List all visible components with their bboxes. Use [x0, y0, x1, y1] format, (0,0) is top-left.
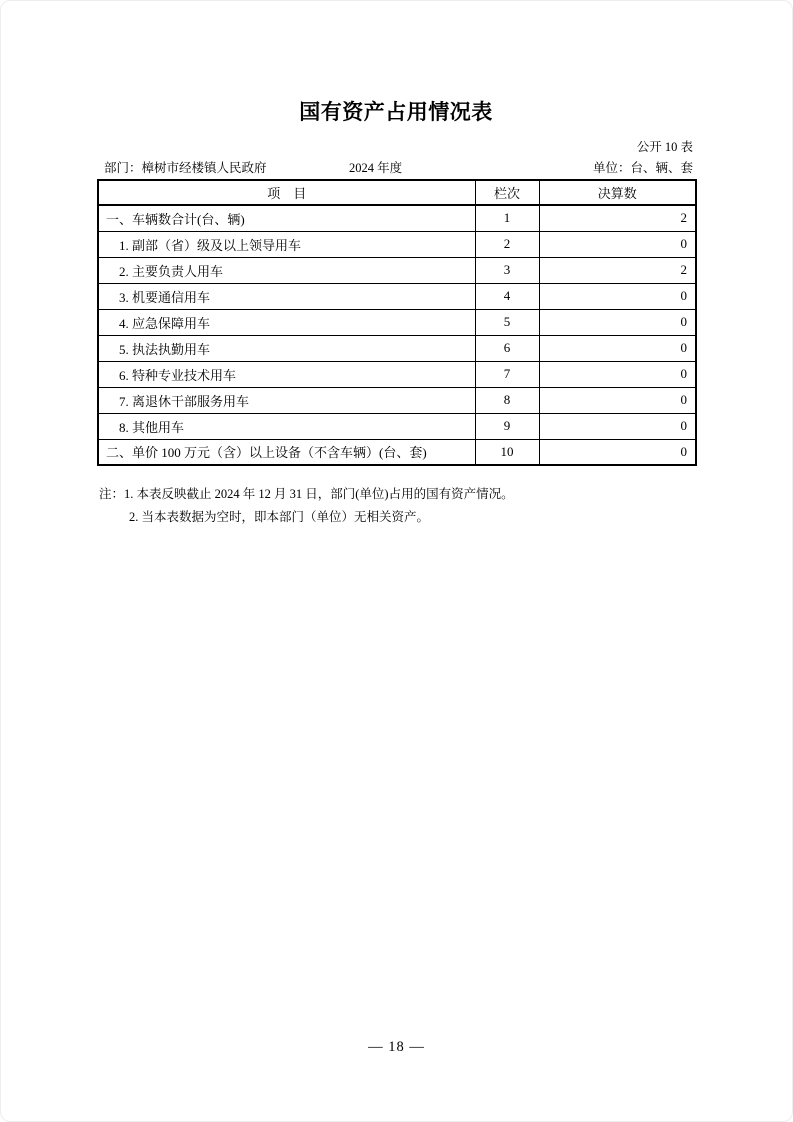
col-header-column-no: 栏次 [475, 180, 539, 205]
column-no-cell: 2 [475, 231, 539, 257]
item-cell: 1. 副部（省）级及以上领导用车 [98, 231, 475, 257]
table-row [98, 361, 696, 387]
column-no-cell: 8 [475, 387, 539, 413]
value-cell: 0 [539, 231, 696, 257]
value-cell: 0 [539, 387, 696, 413]
item-cell: 5. 执法执勤用车 [98, 335, 475, 361]
value-cell: 2 [539, 257, 696, 283]
table-row [98, 309, 696, 335]
item-cell: 7. 离退休干部服务用车 [98, 387, 475, 413]
page-title: 国有资产占用情况表 [299, 100, 493, 124]
col-header-item: 项 目 [98, 180, 475, 205]
table-row [98, 335, 696, 361]
fiscal-year-label: 2024 年度 [349, 161, 403, 175]
item-cell: 3. 机要通信用车 [98, 283, 475, 309]
department-label: 部门：樟树市经楼镇人民政府 [104, 161, 267, 175]
column-no-cell: 9 [475, 413, 539, 439]
table-row [98, 413, 696, 439]
value-cell: 2 [539, 205, 696, 231]
column-no-cell: 1 [475, 205, 539, 231]
item-cell: 一、车辆数合计(台、辆) [98, 205, 475, 231]
item-cell: 4. 应急保障用车 [98, 309, 475, 335]
value-cell: 0 [539, 283, 696, 309]
table-row [98, 205, 696, 231]
assets-table-body [98, 205, 696, 465]
table-row [98, 283, 696, 309]
item-cell: 2. 主要负责人用车 [98, 257, 475, 283]
table-row [98, 231, 696, 257]
note-line-1: 注：1. 本表反映截止 2024 年 12 月 31 日，部门(单位)占用的国有资产情况。 [99, 487, 514, 501]
item-cell: 6. 特种专业技术用车 [98, 361, 475, 387]
table-row [98, 257, 696, 283]
table-row [98, 439, 696, 465]
table-header-row [98, 180, 696, 205]
value-cell: 0 [539, 439, 696, 465]
page-number: — 18 — [368, 1039, 425, 1055]
value-cell: 0 [539, 413, 696, 439]
item-cell: 8. 其他用车 [98, 413, 475, 439]
note-line-2: 2. 当本表数据为空时，即本部门（单位）无相关资产。 [129, 510, 430, 524]
column-no-cell: 10 [475, 439, 539, 465]
value-cell: 0 [539, 309, 696, 335]
column-no-cell: 5 [475, 309, 539, 335]
table-row [98, 387, 696, 413]
page-content [97, 97, 695, 529]
column-no-cell: 4 [475, 283, 539, 309]
col-header-final-figure: 决算数 [539, 180, 696, 205]
column-no-cell: 3 [475, 257, 539, 283]
table-type-label: 公开 10 表 [636, 140, 693, 154]
notes [97, 483, 695, 529]
value-cell: 0 [539, 361, 696, 387]
table-meta-row [97, 155, 695, 179]
assets-table [97, 179, 697, 466]
item-cell: 二、单价 100 万元（含）以上设备（不含车辆）(台、套) [98, 439, 475, 465]
column-no-cell: 6 [475, 335, 539, 361]
value-cell: 0 [539, 335, 696, 361]
unit-label: 单位：台、辆、套 [592, 161, 693, 175]
column-no-cell: 7 [475, 361, 539, 387]
